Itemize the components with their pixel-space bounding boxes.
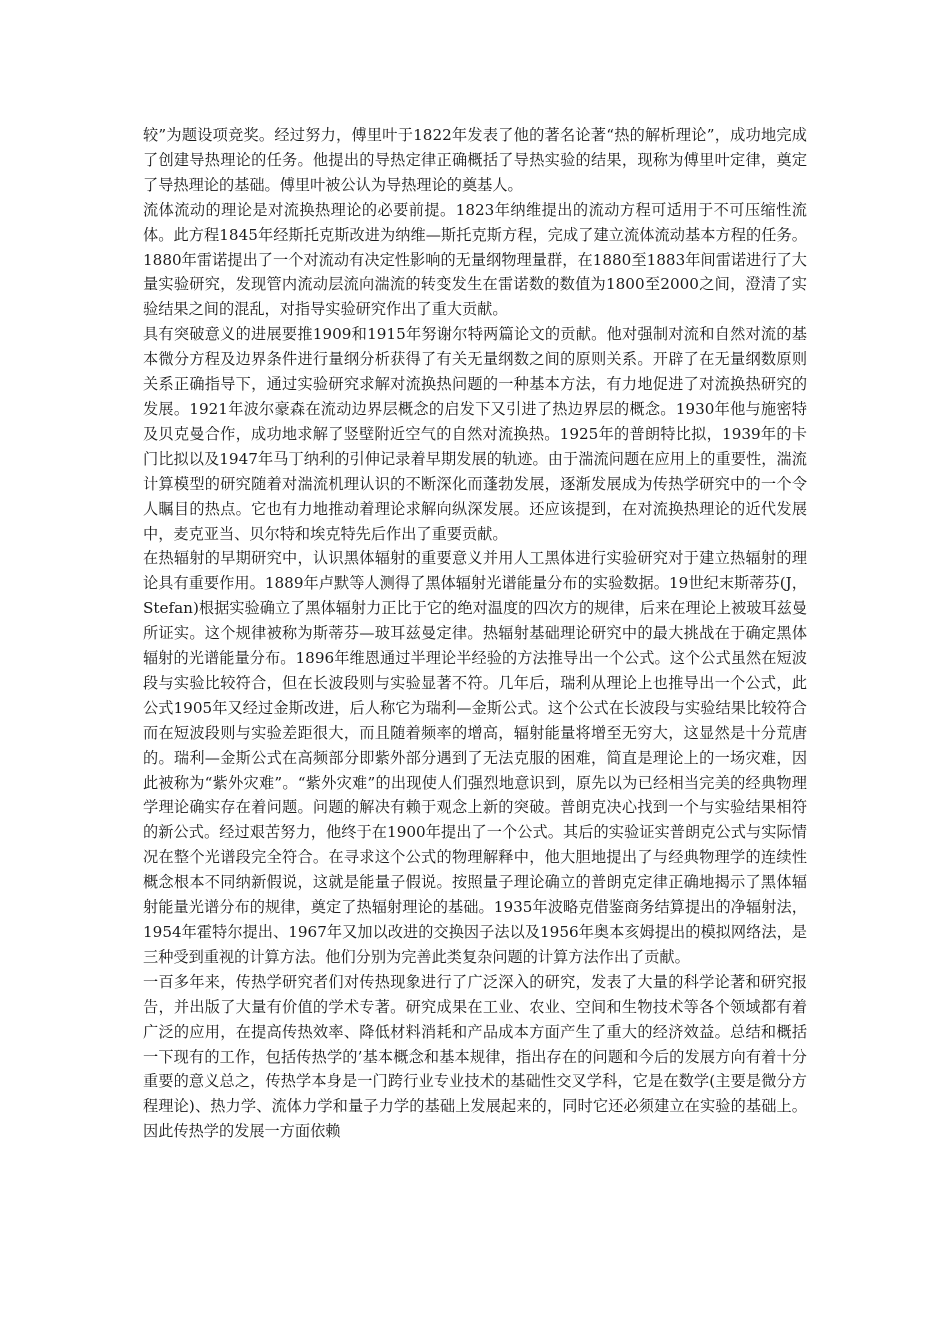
paragraph-thermal-radiation: 在热辐射的早期研究中，认识黑体辐射的重要意义并用人工黑体进行实验研究对于建立热辐射的理论具有重要作用。1889年卢默等人测得了黑体辐射光谱能量分布的实验数据。19世纪末斯蒂芬(J，Stefan)根据实验确立了黑体辐射力正比于它的绝对温度的四次方的规律，后来在理论上被玻耳兹曼所证实。这个规律被称为斯蒂芬—玻耳兹曼定律。热辐射基础理论研究中的最大挑战在于确定黑体辐射的光谱能量分布。1896年维恩通过半理论半经验的方法推导出一个公式。这个公式虽然在短波段与实验比较符合，但在长波段则与实验显著不符。几年后，瑞利从理论上也推导出一个公式，此公式1905年又经过金斯改进，后人称它为瑞利—金斯公式。这个公式在长波段与实验结果比较符合而在短波段则与实验差距很大，而且随着频率的增高，辐射能量将增至无穷大，这显然是十分荒唐的。瑞利—金斯公式在高频部分即紫外部分遇到了无法克服的困难，简直是理论上的一场灾难，因此被称为“紫外灾难”。“紫外灾难”的出现使人们强烈地意识到，原先以为已经相当完美的经典物理学理论确实存在着问题。问题的解决有赖于观念上新的突破。普朗克决心找到一个与实验结果相符的新公式。经过艰苦努力，他终于在1900年提出了一个公式。其后的实验证实普朗克公式与实际情况在整个光谱段完全符合。在寻求这个公式的物理解释中，他大胆地提出了与经典物理学的连续性概念根本不同纳新假说，这就是能量子假说。按照量子理论确立的普朗克定律正确地揭示了黑体辐射能量光谱分布的规律，奠定了热辐射理论的基础。1935年波略克借鉴商务结算提出的净辐射法，1954年霍特尔提出、1967年又加以改进的交换因子法以及1956年奥本亥姆提出的模拟网络法，是三种受到重视的计算方法。他们分别为完善此类复杂问题的计算方法作出了贡献。 xyxy=(143,549,807,966)
paragraph-summary: 一百多年来，传热学研究者们对传热现象进行了广泛深入的研究，发表了大量的科学论著和研究报告，并出版了大量有价值的学术专著。研究成果在工业、农业、空间和生物技术等各个领域都有着广泛的应用，在提高传热效率、降低材料消耗和产品成本方面产生了重大的经济效益。总结和概括一下现有的工作，包括传热学的’基本概念和基本规律，指出存在的问题和今后的发展方向有着十分重要的意义总之，传热学本身是一门跨行业专业技术的基础性交叉学科，它是在数学(主要是微分方程理论)、热力学、流体力学和量子力学的基础上发展起来的，同时它还必须建立在实验的基础上。因此传热学的发展一方面依赖 xyxy=(143,972,807,1141)
paragraph-fourier: 较”为题设项竞奖。经过努力，傅里叶于1822年发表了他的著名论著“热的解析理论”，成功地完成了创建导热理论的任务。他提出的导热定律正确概括了导热实验的结果，现称为傅里叶定律，奠定了导热理论的基础。傅里叶被公认为导热理论的奠基人。 xyxy=(143,126,807,194)
document-body xyxy=(143,123,807,1144)
paragraph-fluid-flow: 流体流动的理论是对流换热理论的必要前提。1823年纳维提出的流动方程可适用于不可压缩性流体。此方程1845年经斯托克斯改进为纳维—斯托克斯方程，完成了建立流体流动基本方程的任务。1880年雷诺提出了一个对流动有决定性影响的无量纲物理量群，在1880至1883年间雷诺进行了大量实验研究，发现管内流动层流向湍流的转变发生在雷诺数的数值为1800至2000之间，澄清了实验结果之间的混乱，对指导实验研究作出了重大贡献。 xyxy=(143,200,807,319)
paragraph-convection: 具有突破意义的进展要推1909和1915年努谢尔特两篇论文的贡献。他对强制对流和自然对流的基本微分方程及边界条件进行量纲分析获得了有关无量纲数之间的原则关系。开辟了在无量纲数原则关系正确指导下，通过实验研究求解对流换热问题的一种基本方法，有力地促进了对流换热研究的发展。1921年波尔豪森在流动边界层概念的启发下又引进了热边界层的概念。1930年他与施密特及贝克曼合作，成功地求解了竖壁附近空气的自然对流换热。1925年的普朗特比拟，1939年的卡门比拟以及1947年马丁纳利的引伸记录着早期发展的轨迹。由于湍流问题在应用上的重要性，湍流计算模型的研究随着对湍流机理认识的不断深化而蓬勃发展，逐渐发展成为传热学研究中的一个令人瞩目的热点。它也有力地推动着理论求解向纵深发展。还应该提到，在对流换热理论的近代发展中，麦克亚当、贝尔特和埃克特先后作出了重要贡献。 xyxy=(143,325,807,543)
